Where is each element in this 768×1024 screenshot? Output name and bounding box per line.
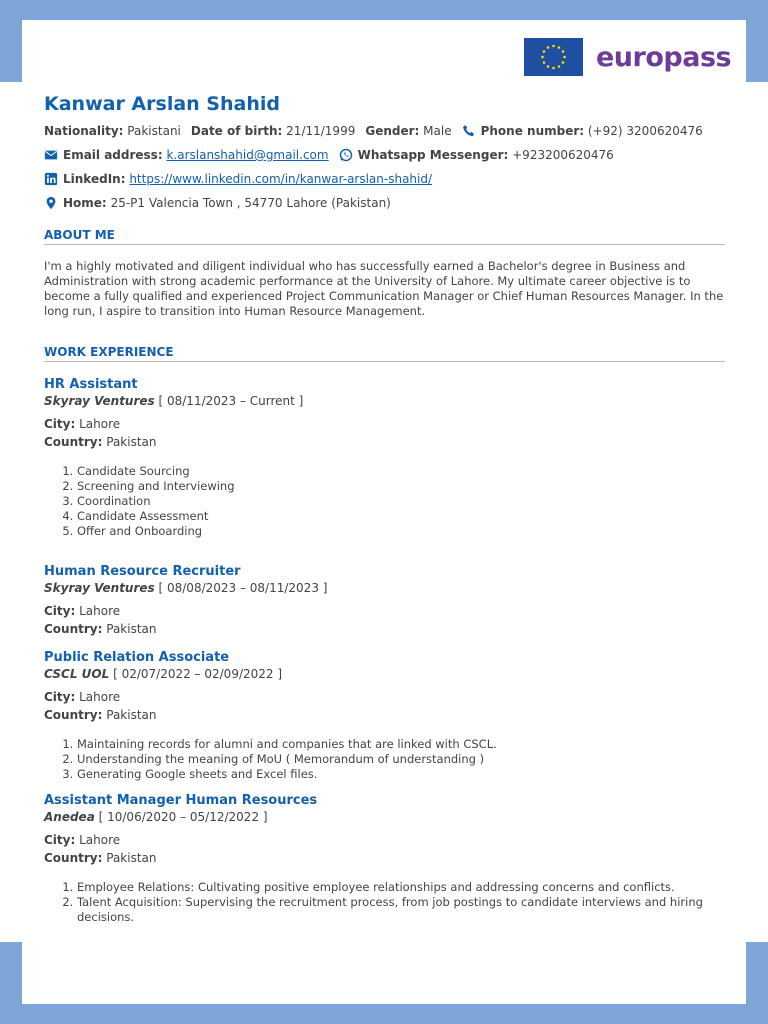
phone-label: Phone number: <box>480 124 585 138</box>
country-value: Pakistan <box>106 851 157 865</box>
city-label: City: <box>44 833 76 847</box>
nationality-value: Pakistani <box>127 124 181 138</box>
home-label: Home: <box>63 196 107 210</box>
gender-value: Male <box>423 124 452 138</box>
whatsapp-value: +923200620476 <box>512 148 614 162</box>
about-text: I'm a highly motivated and diligent individual who has successfully earned a Bachelor's degree in Business and Administration with strong academic performance at the University of Lahore. My ultimate career objective is to become a fully qualified and experienced Project Communication Manager or Chief Human Resources Manager. In the long run, I aspire to transition into Human Resource Management. <box>44 259 724 318</box>
home-value: 25-P1 Valencia Town , 54770 Lahore (Pakistan) <box>110 196 391 210</box>
top-band <box>0 0 768 20</box>
city-value: Lahore <box>79 417 121 431</box>
dob-value: 21/11/1999 <box>286 124 356 138</box>
job-task-list <box>44 880 725 925</box>
job-country <box>44 433 725 451</box>
dob-label: Date of birth: <box>190 124 283 138</box>
email-label: Email address: <box>63 148 163 162</box>
logo-text: europass <box>596 41 732 73</box>
job-city <box>44 688 725 706</box>
list-item: 2. Talent Acquisition: Supervising the recruitment process, from job postings to candidate interviews and hiring decisions. <box>77 895 725 925</box>
about-section-title: ABOUT ME <box>44 228 725 245</box>
job-city <box>44 602 725 620</box>
top-right-band <box>746 0 768 82</box>
city-value: Lahore <box>79 604 121 618</box>
job-dates: [ 08/11/2023 – Current ] <box>158 394 304 408</box>
email-link[interactable]: k.arslanshahid@gmail.com <box>166 148 329 162</box>
linkedin-link[interactable]: https://www.linkedin.com/in/kanwar-arslan-shahid/ <box>129 172 433 186</box>
country-label: Country: <box>44 435 103 449</box>
phone-value: (+92) 3200620476 <box>587 124 703 138</box>
job-dates: [ 08/08/2023 – 08/11/2023 ] <box>158 581 328 595</box>
job-country <box>44 849 725 867</box>
job-entry <box>44 649 725 782</box>
location-pin-icon <box>44 196 58 210</box>
country-label: Country: <box>44 708 103 722</box>
list-item: 2. Screening and Interviewing <box>77 479 725 494</box>
job-title: HR Assistant <box>44 377 138 392</box>
personal-info-row <box>44 119 725 143</box>
job-entry <box>44 376 725 539</box>
work-section-title: WORK EXPERIENCE <box>44 345 725 362</box>
city-label: City: <box>44 417 76 431</box>
person-name: Kanwar Arslan Shahid <box>44 93 280 115</box>
country-value: Pakistan <box>106 622 157 636</box>
country-value: Pakistan <box>106 708 157 722</box>
job-task-list <box>44 464 725 539</box>
bottom-left-band <box>0 942 22 1024</box>
email-icon <box>44 148 58 162</box>
city-label: City: <box>44 690 76 704</box>
country-label: Country: <box>44 851 103 865</box>
contact-row <box>44 143 725 167</box>
job-entry <box>44 563 725 638</box>
list-item: 5. Offer and Onboarding <box>77 524 725 539</box>
job-employer-line <box>44 809 725 825</box>
list-item: 1. Candidate Sourcing <box>77 464 725 479</box>
linkedin-icon <box>44 172 58 186</box>
country-label: Country: <box>44 622 103 636</box>
city-label: City: <box>44 604 76 618</box>
nationality-label: Nationality: <box>44 124 124 138</box>
list-item: 1. Employee Relations: Cultivating positive employee relationships and addressing concerns and conflicts. <box>77 880 725 895</box>
employer-name: Anedea <box>44 810 95 824</box>
employer-name: Skyray Ventures <box>44 394 155 408</box>
job-employer-line <box>44 393 725 409</box>
gender-label: Gender: <box>365 124 420 138</box>
list-item: 3. Generating Google sheets and Excel files. <box>77 767 725 782</box>
bottom-band <box>0 1004 768 1024</box>
job-entry <box>44 792 725 925</box>
list-item: 4. Candidate Assessment <box>77 509 725 524</box>
top-left-band <box>0 0 22 82</box>
job-task-list <box>44 737 725 782</box>
whatsapp-icon <box>339 148 353 162</box>
job-title: Assistant Manager Human Resources <box>44 793 318 808</box>
list-item: 3. Coordination <box>77 494 725 509</box>
employer-name: Skyray Ventures <box>44 581 155 595</box>
cv-content <box>44 92 725 925</box>
job-employer-line <box>44 580 725 596</box>
list-item: 1. Maintaining records for alumni and companies that are linked with CSCL. <box>77 737 725 752</box>
linkedin-label: LinkedIn: <box>63 172 126 186</box>
job-dates: [ 10/06/2020 – 05/12/2022 ] <box>98 810 268 824</box>
europass-logo <box>524 38 731 76</box>
phone-icon <box>462 124 476 138</box>
city-value: Lahore <box>79 833 121 847</box>
job-country <box>44 620 725 638</box>
job-title: Public Relation Associate <box>44 650 230 665</box>
list-item: 2. Understanding the meaning of MoU ( Memorandum of understanding ) <box>77 752 725 767</box>
job-employer-line <box>44 666 725 682</box>
employer-name: CSCL UOL <box>44 667 110 681</box>
job-city <box>44 415 725 433</box>
country-value: Pakistan <box>106 435 157 449</box>
job-country <box>44 706 725 724</box>
city-value: Lahore <box>79 690 121 704</box>
bottom-right-band <box>746 942 768 1024</box>
eu-flag-icon <box>524 38 583 76</box>
linkedin-row <box>44 167 725 191</box>
job-dates: [ 02/07/2022 – 02/09/2022 ] <box>113 667 283 681</box>
job-title: Human Resource Recruiter <box>44 564 241 579</box>
job-city <box>44 831 725 849</box>
whatsapp-label: Whatsapp Messenger: <box>357 148 509 162</box>
home-row <box>44 191 725 215</box>
